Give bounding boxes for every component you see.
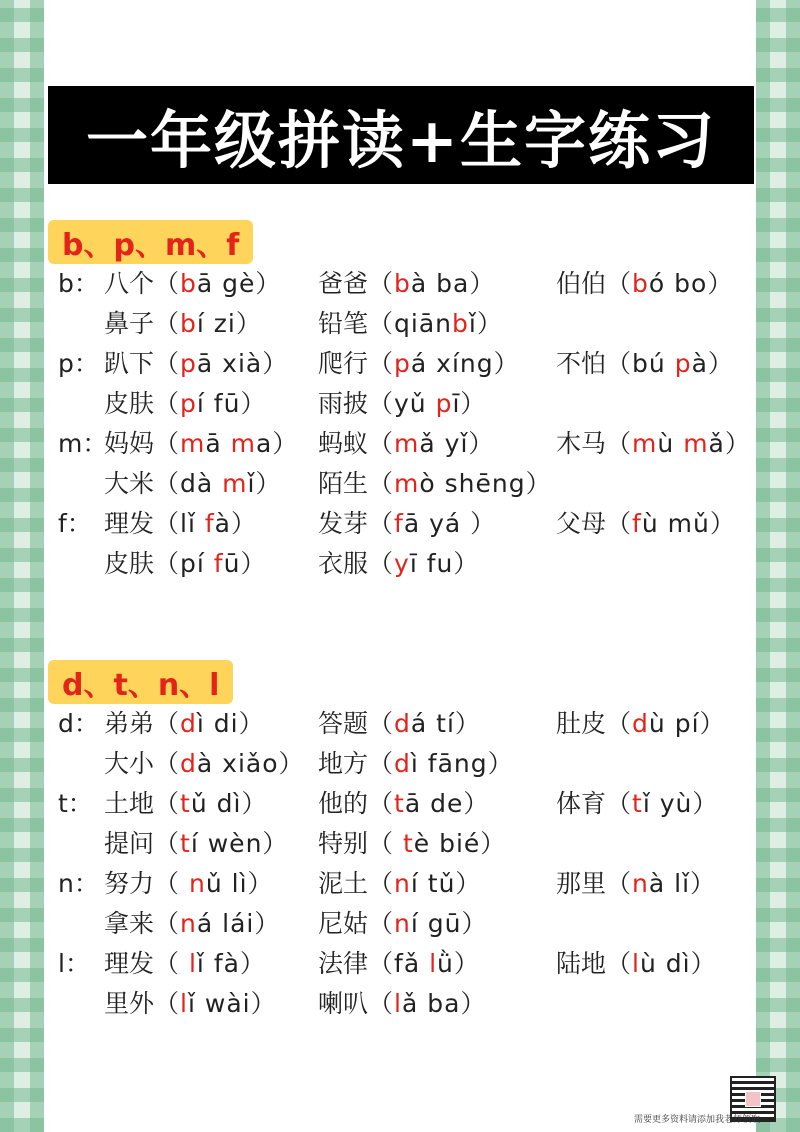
pinyin-text: （ bbox=[368, 509, 395, 538]
pinyin-text: ì di） bbox=[196, 709, 265, 738]
pinyin-text: à xiǎo） bbox=[196, 749, 305, 778]
pinyin bbox=[368, 389, 486, 418]
hanzi-word: 雨披 bbox=[318, 389, 369, 418]
highlighted-initial: d bbox=[632, 709, 649, 738]
hanzi-word: 喇叭 bbox=[318, 989, 369, 1018]
pinyin-text: （ bbox=[368, 269, 395, 298]
word-entry bbox=[104, 464, 281, 504]
word-entry bbox=[556, 344, 734, 384]
pinyin-text: （ bbox=[154, 429, 181, 458]
hanzi-word: 里外 bbox=[104, 989, 155, 1018]
pinyin-text: ó bo） bbox=[648, 269, 734, 298]
hanzi-word: 泥土 bbox=[318, 869, 369, 898]
highlighted-initial: p bbox=[394, 349, 411, 378]
word-entry bbox=[318, 904, 488, 944]
pinyin-text: （ bbox=[154, 909, 181, 938]
pinyin-text: （ bbox=[154, 349, 181, 378]
pinyin-text: （ bbox=[154, 749, 181, 778]
word-entry bbox=[104, 704, 265, 744]
pinyin bbox=[154, 269, 281, 298]
pinyin bbox=[368, 909, 487, 938]
highlighted-initial: l bbox=[188, 949, 197, 978]
highlighted-initial: p bbox=[674, 349, 692, 378]
hanzi-word: 陆地 bbox=[556, 949, 607, 978]
pinyin-text: ǜ） bbox=[437, 949, 480, 978]
highlighted-initial: p bbox=[180, 349, 197, 378]
pinyin-text: （bú bbox=[606, 349, 675, 378]
highlighted-initial: n bbox=[188, 869, 206, 898]
hanzi-word: 蚂蚁 bbox=[318, 429, 369, 458]
pinyin-text: （ bbox=[368, 909, 395, 938]
pinyin bbox=[154, 989, 277, 1018]
pinyin bbox=[368, 789, 489, 818]
highlighted-initial: p bbox=[435, 389, 453, 418]
initial-consonant-label: b： bbox=[58, 269, 99, 298]
hanzi-word: 体育 bbox=[556, 789, 607, 818]
plaid-border-left bbox=[0, 0, 44, 1132]
pinyin-text: （ bbox=[368, 429, 395, 458]
word-entry bbox=[318, 424, 494, 464]
pinyin bbox=[368, 429, 494, 458]
hanzi-word: 父母 bbox=[556, 509, 607, 538]
pinyin-text: ò shēng） bbox=[419, 469, 552, 498]
highlighted-initial: t bbox=[180, 829, 191, 858]
hanzi-word: 法律 bbox=[318, 949, 369, 978]
pinyin-text: ǐ fà） bbox=[196, 949, 266, 978]
pinyin bbox=[368, 989, 486, 1018]
initial-consonant-label: p： bbox=[58, 349, 99, 378]
pinyin-text: ā gè） bbox=[196, 269, 282, 298]
pinyin bbox=[368, 469, 552, 498]
pinyin-text: ù dì） bbox=[639, 949, 717, 978]
word-entry bbox=[318, 984, 486, 1024]
hanzi-word: 木马 bbox=[556, 429, 607, 458]
initial-consonant-label: t： bbox=[58, 789, 93, 818]
word-entry bbox=[556, 424, 751, 464]
hanzi-word: 陌生 bbox=[318, 469, 369, 498]
hanzi-word: 不怕 bbox=[556, 349, 607, 378]
highlighted-initial: m bbox=[394, 469, 420, 498]
pinyin-text: a） bbox=[256, 429, 299, 458]
word-entry bbox=[318, 384, 486, 424]
pinyin-text: （ bbox=[368, 989, 395, 1018]
pinyin-text: （ bbox=[154, 269, 181, 298]
word-entry bbox=[104, 384, 266, 424]
highlighted-initial: t bbox=[394, 789, 405, 818]
word-entry bbox=[318, 784, 489, 824]
pinyin-text: （qiān bbox=[368, 309, 452, 338]
highlighted-initial: m bbox=[180, 429, 206, 458]
pinyin-text: （ bbox=[368, 709, 395, 738]
pinyin bbox=[606, 349, 734, 378]
highlighted-initial: d bbox=[394, 709, 411, 738]
highlighted-initial: m bbox=[394, 429, 420, 458]
pinyin-text: ǐ） bbox=[468, 309, 503, 338]
word-entry bbox=[104, 544, 266, 584]
initial-consonant-label: m： bbox=[58, 429, 108, 458]
pinyin bbox=[606, 869, 716, 898]
section-tag-dtnl: d、t、n、l bbox=[48, 660, 233, 704]
pinyin-text: í tǔ） bbox=[410, 869, 482, 898]
highlighted-initial: l bbox=[632, 949, 640, 978]
pinyin-text: ā yá ） bbox=[403, 509, 497, 538]
pinyin-text: í wèn） bbox=[190, 829, 289, 858]
pinyin bbox=[154, 709, 265, 738]
highlighted-initial: b bbox=[180, 309, 197, 338]
pinyin-text: （ bbox=[368, 469, 395, 498]
pinyin bbox=[154, 789, 267, 818]
word-entry bbox=[318, 944, 480, 984]
word-entry bbox=[556, 864, 716, 904]
highlighted-initial: b bbox=[452, 309, 469, 338]
hanzi-word: 大小 bbox=[104, 749, 155, 778]
pinyin-text: ǔ dì） bbox=[190, 789, 268, 818]
pinyin-text: （ bbox=[606, 949, 633, 978]
pinyin-text: à） bbox=[214, 509, 257, 538]
highlighted-initial: t bbox=[402, 829, 414, 858]
pinyin-text: （fǎ bbox=[368, 949, 430, 978]
pinyin-text: í gū） bbox=[410, 909, 488, 938]
pinyin-text: （ bbox=[606, 269, 633, 298]
pinyin-text: （lǐ bbox=[154, 509, 205, 538]
word-entry bbox=[104, 504, 257, 544]
pinyin-text: ī fu） bbox=[409, 549, 480, 578]
pinyin bbox=[606, 789, 718, 818]
pinyin-text: ǎ ba） bbox=[401, 989, 487, 1018]
hanzi-word: 努力 bbox=[104, 869, 155, 898]
pinyin-text: （ bbox=[368, 549, 395, 578]
word-entry bbox=[104, 864, 274, 904]
initial-consonant-label: d： bbox=[58, 709, 99, 738]
plaid-border-right bbox=[756, 0, 800, 1132]
word-entry bbox=[556, 264, 733, 304]
pinyin-text: ù pí） bbox=[648, 709, 726, 738]
pinyin-text: ù bbox=[657, 429, 684, 458]
pinyin-text: ā de） bbox=[404, 789, 490, 818]
hanzi-word: 特别 bbox=[318, 829, 369, 858]
pinyin-text: （ bbox=[606, 509, 633, 538]
pinyin-text: （ bbox=[368, 789, 395, 818]
hanzi-word: 伯伯 bbox=[556, 269, 607, 298]
pinyin-text: ǎ yǐ） bbox=[419, 429, 495, 458]
highlighted-initial: l bbox=[429, 949, 438, 978]
pinyin bbox=[154, 549, 266, 578]
word-entry bbox=[104, 744, 305, 784]
pinyin-text: （ bbox=[154, 949, 189, 978]
word-entry bbox=[104, 264, 281, 304]
pinyin-text: （ bbox=[606, 869, 633, 898]
pinyin bbox=[368, 869, 481, 898]
pinyin-text: à lǐ） bbox=[648, 869, 717, 898]
word-entry bbox=[104, 824, 288, 864]
pinyin bbox=[368, 549, 479, 578]
word-entry bbox=[318, 304, 503, 344]
pinyin-text: （yǔ bbox=[368, 389, 436, 418]
hanzi-word: 皮肤 bbox=[104, 389, 155, 418]
hanzi-word: 理发 bbox=[104, 509, 155, 538]
highlighted-initial: f bbox=[204, 509, 215, 538]
pinyin-text: （ bbox=[154, 789, 181, 818]
pinyin-text: （ bbox=[368, 349, 395, 378]
highlighted-initial: n bbox=[394, 869, 411, 898]
pinyin bbox=[154, 349, 288, 378]
pinyin bbox=[154, 869, 274, 898]
pinyin bbox=[154, 509, 257, 538]
pinyin bbox=[154, 429, 298, 458]
pinyin-text: à） bbox=[691, 349, 734, 378]
word-entry bbox=[104, 784, 267, 824]
pinyin-text: ū） bbox=[223, 549, 267, 578]
hanzi-word: 地方 bbox=[318, 749, 369, 778]
pinyin-text: （ bbox=[154, 709, 181, 738]
word-entry bbox=[318, 744, 514, 784]
pinyin-text: ǐ yù） bbox=[642, 789, 719, 818]
pinyin-text: ā bbox=[205, 429, 231, 458]
pinyin bbox=[154, 389, 266, 418]
pinyin-text: ǐ wài） bbox=[187, 989, 277, 1018]
hanzi-word: 爬行 bbox=[318, 349, 369, 378]
pinyin-text: （ bbox=[154, 389, 181, 418]
pinyin-text: （ bbox=[368, 829, 403, 858]
word-entry bbox=[318, 544, 479, 584]
highlighted-initial: t bbox=[180, 789, 191, 818]
pinyin bbox=[606, 429, 751, 458]
hanzi-word: 理发 bbox=[104, 949, 155, 978]
pinyin bbox=[368, 709, 481, 738]
word-entry bbox=[556, 944, 717, 984]
hanzi-word: 他的 bbox=[318, 789, 369, 818]
pinyin bbox=[606, 949, 717, 978]
highlighted-initial: m bbox=[683, 429, 709, 458]
hanzi-word: 爸爸 bbox=[318, 269, 369, 298]
pinyin-text: ù mǔ） bbox=[641, 509, 736, 538]
highlighted-initial: d bbox=[180, 709, 197, 738]
highlighted-initial: t bbox=[632, 789, 643, 818]
pinyin-text: à ba） bbox=[410, 269, 496, 298]
pinyin-text: （ bbox=[154, 869, 189, 898]
pinyin-text: è bié） bbox=[413, 829, 507, 858]
pinyin-text: á lái） bbox=[196, 909, 281, 938]
pinyin bbox=[606, 709, 726, 738]
hanzi-word: 鼻子 bbox=[104, 309, 155, 338]
hanzi-word: 妈妈 bbox=[104, 429, 155, 458]
pinyin-text: á tí） bbox=[410, 709, 481, 738]
pinyin-text: （ bbox=[154, 829, 181, 858]
hanzi-word: 发芽 bbox=[318, 509, 369, 538]
hanzi-word: 弟弟 bbox=[104, 709, 155, 738]
pinyin-text: （ bbox=[154, 989, 181, 1018]
highlighted-initial: b bbox=[394, 269, 411, 298]
word-entry bbox=[104, 424, 298, 464]
word-entry bbox=[318, 704, 481, 744]
page-title: 一年级拼读+生字练习 bbox=[48, 86, 754, 184]
highlighted-initial: f bbox=[394, 509, 404, 538]
pinyin bbox=[368, 949, 480, 978]
word-entry bbox=[318, 344, 520, 384]
pinyin-text: ǔ lì） bbox=[205, 869, 274, 898]
word-entry bbox=[556, 704, 726, 744]
hanzi-word: 那里 bbox=[556, 869, 607, 898]
pinyin-text: á xíng） bbox=[410, 349, 520, 378]
highlighted-initial: d bbox=[180, 749, 197, 778]
pinyin-text: （ bbox=[368, 869, 395, 898]
footer-note: 需要更多资料请添加我老师领取 bbox=[633, 1115, 760, 1125]
pinyin-text: ì fāng） bbox=[410, 749, 514, 778]
highlighted-initial: m bbox=[230, 429, 257, 458]
pinyin bbox=[154, 909, 280, 938]
word-entry bbox=[318, 504, 496, 544]
word-entry bbox=[556, 504, 736, 544]
highlighted-initial: f bbox=[632, 509, 642, 538]
hanzi-word: 提问 bbox=[104, 829, 155, 858]
pinyin-text: （dà bbox=[154, 469, 223, 498]
pinyin bbox=[154, 469, 281, 498]
pinyin-text: ā xià） bbox=[196, 349, 289, 378]
hanzi-word: 皮肤 bbox=[104, 549, 155, 578]
highlighted-initial: p bbox=[180, 389, 197, 418]
hanzi-word: 八个 bbox=[104, 269, 155, 298]
hanzi-word: 拿来 bbox=[104, 909, 155, 938]
highlighted-initial: b bbox=[180, 269, 197, 298]
word-entry bbox=[318, 824, 506, 864]
highlighted-initial: f bbox=[213, 549, 224, 578]
initial-consonant-label: n： bbox=[58, 869, 99, 898]
highlighted-initial: n bbox=[394, 909, 411, 938]
highlighted-initial: n bbox=[632, 869, 649, 898]
pinyin bbox=[154, 829, 288, 858]
pinyin bbox=[368, 509, 496, 538]
pinyin bbox=[368, 749, 514, 778]
highlighted-initial: d bbox=[394, 749, 411, 778]
pinyin-text: （ bbox=[368, 749, 395, 778]
pinyin bbox=[606, 269, 733, 298]
hanzi-word: 尼姑 bbox=[318, 909, 369, 938]
initial-consonant-label: l： bbox=[58, 949, 90, 978]
highlighted-initial: b bbox=[632, 269, 649, 298]
pinyin-text: ǎ） bbox=[708, 429, 751, 458]
pinyin-text: ǐ） bbox=[247, 469, 282, 498]
word-entry bbox=[318, 264, 495, 304]
pinyin-text: （pí bbox=[154, 549, 214, 578]
hanzi-word: 肚皮 bbox=[556, 709, 607, 738]
section-tag-bpmf: b、p、m、f bbox=[48, 220, 253, 264]
hanzi-word: 答题 bbox=[318, 709, 369, 738]
pinyin-text: ī） bbox=[452, 389, 487, 418]
pinyin-text: （ bbox=[606, 709, 633, 738]
word-entry bbox=[318, 864, 481, 904]
highlighted-initial: l bbox=[394, 989, 402, 1018]
word-entry bbox=[104, 344, 288, 384]
hanzi-word: 大米 bbox=[104, 469, 155, 498]
pinyin bbox=[368, 829, 506, 858]
word-entry bbox=[104, 984, 277, 1024]
pinyin-text: （ bbox=[154, 309, 181, 338]
pinyin bbox=[606, 509, 736, 538]
pinyin-text: （ bbox=[606, 429, 633, 458]
pinyin bbox=[368, 309, 503, 338]
pinyin-text: （ bbox=[606, 789, 633, 818]
pinyin bbox=[154, 749, 305, 778]
hanzi-word: 趴下 bbox=[104, 349, 155, 378]
word-entry bbox=[318, 464, 552, 504]
pinyin bbox=[154, 949, 266, 978]
highlighted-initial: n bbox=[180, 909, 197, 938]
hanzi-word: 铅笔 bbox=[318, 309, 369, 338]
hanzi-word: 土地 bbox=[104, 789, 155, 818]
word-entry bbox=[556, 784, 718, 824]
pinyin bbox=[368, 349, 520, 378]
hanzi-word: 衣服 bbox=[318, 549, 369, 578]
initial-consonant-label: f： bbox=[58, 509, 92, 538]
pinyin-text: í fū） bbox=[196, 389, 267, 418]
pinyin bbox=[154, 309, 262, 338]
pinyin bbox=[368, 269, 495, 298]
highlighted-initial: m bbox=[632, 429, 658, 458]
word-entry bbox=[104, 304, 262, 344]
highlighted-initial: l bbox=[180, 989, 188, 1018]
highlighted-initial: m bbox=[222, 469, 248, 498]
word-entry bbox=[104, 944, 266, 984]
highlighted-initial: y bbox=[394, 549, 410, 578]
pinyin-text: í zi） bbox=[196, 309, 262, 338]
word-entry bbox=[104, 904, 280, 944]
